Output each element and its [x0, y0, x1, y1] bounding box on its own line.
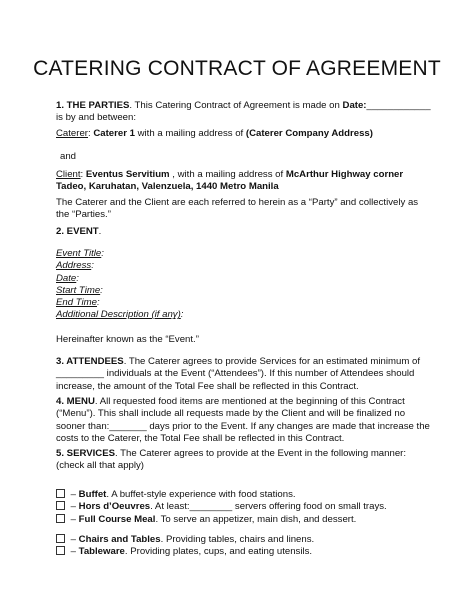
document-title: CATERING CONTRACT OF AGREEMENT: [33, 57, 441, 80]
service-name: Full Course Meal: [78, 513, 156, 525]
client-address: McArthur Highway corner Tadeo, Karuhatan, Valenzuela, 1440 Metro Manila: [56, 169, 404, 193]
services-list-b: [56, 534, 431, 559]
event-field-label: Address: [56, 260, 92, 272]
event-field-label: Event Title: [56, 248, 102, 259]
menu-heading: 4. MENU: [56, 396, 95, 407]
services-text: . The Caterer agrees to provide at the Event in the following manner: (check all that apply): [56, 448, 407, 472]
services-list-a: [56, 489, 431, 526]
caterer-mid: with a mailing address of: [134, 128, 246, 139]
checkbox-icon[interactable]: [56, 514, 65, 523]
checkbox-icon[interactable]: [56, 546, 65, 555]
caterer-name: Caterer 1: [93, 128, 135, 139]
service-desc: . Providing plates, cups, and eating utensils.: [124, 546, 313, 558]
event-field-description: Additional Description (if any):: [56, 309, 184, 321]
event-field-end-time: End Time:: [56, 297, 100, 309]
event-heading-period: .: [98, 226, 102, 237]
event-field-date: Date:: [56, 272, 79, 284]
services-paragraph: [56, 448, 431, 473]
attendees-paragraph: [56, 356, 431, 393]
caterer-label: Caterer: [56, 128, 88, 139]
service-item-buffet: – Buffet. A buffet-style experience with food stations.: [56, 489, 431, 501]
checkbox-icon[interactable]: [56, 489, 65, 498]
parties-text2: is by and between:: [56, 112, 137, 124]
service-desc: . A buffet-style experience with food stations.: [106, 489, 296, 500]
event-fields: [56, 248, 431, 322]
service-desc: . To serve an appetizer, main dish, and dessert.: [155, 513, 357, 525]
service-item-chairs-tables: – Chairs and Tables. Providing tables, chairs and linens.: [56, 534, 431, 546]
client-label: Client: [56, 169, 81, 180]
client-name: Eventus Servitium: [85, 169, 170, 180]
services-heading: 5. SERVICES: [56, 448, 116, 459]
event-field-label: Start Time: [56, 284, 101, 296]
hereinafter-text: Hereinafter known as the “Event.”: [56, 334, 199, 345]
client-mid: , with a mailing address of: [169, 169, 286, 180]
client-paragraph: Client: Eventus Servitium , with a mailing address of McArthur Highway corner Tadeo, Karuhatan, Valenzuela, 1440 Metro Manila: [56, 169, 404, 193]
service-desc: . At least:________ servers offering food on small trays.: [150, 501, 387, 513]
referred-paragraph: The Caterer and the Client are each referred to herein as a “Party” and collectively as the “Parties.”: [56, 197, 419, 221]
service-item-tableware: – Tableware. Providing plates, cups, and eating utensils.: [56, 546, 431, 558]
service-item-full-course-meal: – Full Course Meal. To serve an appetizer, main dish, and dessert.: [56, 514, 431, 526]
event-field-label: End Time: [56, 297, 97, 309]
event-heading: 2. EVENT: [56, 226, 99, 237]
attendees-text: . The Caterer agrees to provide Services for an estimated minimum of _________ individuals at the Event (“Attendees”). If this number of Attendees should increase, the amount of the Total Fee shall be reflected in this Contract.: [56, 356, 420, 392]
service-item-hors-doeuvres: – Hors d’Oeuvres. At least:________ servers offering food on small trays.: [56, 501, 431, 513]
event-field-label: Date: [56, 272, 77, 284]
and-text: and: [60, 151, 77, 162]
event-field-address: Address:: [56, 260, 94, 272]
service-name: Buffet: [78, 489, 107, 500]
service-desc: . Providing tables, chairs and linens.: [160, 534, 315, 545]
service-name: Hors d’Oeuvres: [78, 501, 151, 513]
date-blank: ____________: [366, 100, 431, 111]
menu-text: . All requested food items are mentioned at the beginning of this Contract (“Menu”). This shall include all requests made by the Client and will be finalized no sooner than:_______ days prior to the Event. If any changes are made that increase the costs to the Caterer, the Total Fee shall be reflected in this Contract.: [56, 396, 430, 444]
event-field-start-time: Start Time:: [56, 284, 103, 296]
parties-heading: 1. THE PARTIES: [56, 100, 130, 111]
checkbox-icon[interactable]: [56, 534, 65, 543]
date-label: Date:: [342, 100, 367, 111]
checkbox-icon[interactable]: [56, 501, 65, 510]
event-heading-line: [56, 226, 431, 238]
service-name: Chairs and Tables: [78, 534, 161, 545]
attendees-heading: 3. ATTENDEES: [56, 356, 124, 367]
service-name: Tableware: [78, 546, 125, 558]
menu-paragraph: [56, 396, 431, 445]
parties-paragraph: [56, 100, 431, 125]
caterer-paragraph: Caterer: Caterer 1 with a mailing address of (Caterer Company Address): [56, 128, 373, 139]
event-field-label: Additional Description (if any): [56, 309, 181, 321]
event-field-title: Event Title:: [56, 248, 104, 259]
caterer-address: (Caterer Company Address): [245, 128, 373, 139]
parties-text1: . This Catering Contract of Agreement is made on: [129, 100, 343, 111]
